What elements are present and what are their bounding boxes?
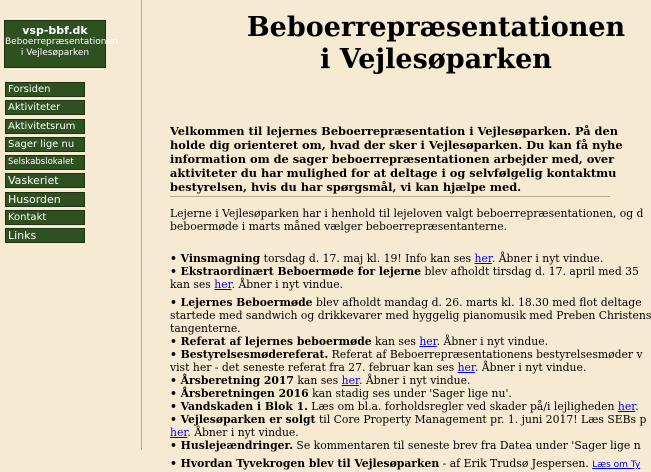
nav-selskabslokalet[interactable]: Selskabslokalet (5, 155, 85, 170)
nav-vaskeriet[interactable]: Vaskeriet (5, 173, 85, 188)
main-content (170, 0, 651, 470)
intro-line: holde dig orienteret om, hvad der sker i Vejlesøparken. Du kan få nyhe (170, 138, 623, 152)
logo-line2: i Vejlesøparken (20, 48, 90, 58)
news-item-bestyrelsesmoede: • Bestyrelsesmødereferat. Referat af Beboerrepræsentationens bestyrelsesmøder v vist her - det seneste referat fra 27. februar kan ses her. Åbner i nyt vindue. (170, 348, 643, 374)
content-divider (170, 196, 610, 197)
news-item-solgt: • Vejlesøparken er solgt til Core Property Management pr. 1. juni 2017! Læs SEBs p her. Åbner i nyt vindue. (170, 413, 647, 439)
title-line2: i Vejlesøparken (320, 44, 552, 75)
info-line: beboermøde i marts måned vælger beboerrepræsentanterne. (170, 220, 508, 233)
news-link[interactable]: her (214, 278, 232, 291)
sidebar-divider (141, 0, 142, 450)
nav-forsiden[interactable]: Forsiden (5, 82, 85, 97)
intro-line: information om de sager beboerrepræsentationen arbejder med, over (170, 152, 615, 166)
title-line1: Beboerrepræsentationen (246, 12, 626, 43)
news-list (170, 252, 651, 472)
news-item-ekstraordinaert: • Ekstraordinært Beboermøde for lejerne blev afholdt tirsdag d. 17. april med 35 kan ses her. Åbner i nyt vindue. (170, 265, 639, 291)
news-item-tyvekrogen: • Hvordan Tyvekrogen blev til Vejlesøparken - af Erik Trudsø Jespersen. Læs om Ty (170, 457, 641, 470)
nav-sager-lige-nu[interactable]: Sager lige nu (5, 137, 85, 152)
nav-aktiviteter[interactable]: Aktiviteter (5, 100, 85, 115)
logo-line1: Beboerrepræsentationen (5, 37, 118, 47)
news-link[interactable]: Læs om Ty (592, 460, 641, 470)
news-link[interactable]: her (457, 361, 475, 374)
news-item-vinsmagning: • Vinsmagning torsdag d. 17. maj kl. 19! Info kan ses her. Åbner i nyt vindue. (170, 252, 604, 265)
nav-kontakt[interactable]: Kontakt (5, 210, 85, 225)
info-text (170, 207, 644, 233)
logo-site: vsp-bbf.dk (22, 24, 88, 37)
page-title (236, 12, 636, 76)
info-line: Lejerne i Vejlesøparken har i henhold til lejeloven valgt beboerrepræsentationen, og d (170, 207, 644, 220)
news-item-huslejeaendringer: • Huslejeændringer. Se kommentaren til seneste brev fra Datea under 'Sager lige n (170, 439, 641, 452)
news-item-aarsberetning-2017: • Årsberetning 2017 kan ses her. Åbner i nyt vindue. (170, 374, 471, 387)
news-link[interactable]: her (341, 374, 359, 387)
news-link[interactable]: her (170, 426, 188, 439)
site-logo[interactable] (4, 20, 118, 68)
news-link[interactable]: her (617, 400, 636, 413)
nav-links[interactable]: Links (5, 228, 85, 243)
intro-line: bestyrelsen, hvis du har spørgsmål, vi kan hjælpe med. (170, 180, 522, 194)
intro-line: Velkommen til lejernes Beboerrepræsentation i Vejlesøparken. På den (170, 124, 619, 138)
intro-line: aktiviteter du har mulighed for at deltage i og selvfølgelig kontaktmu (170, 166, 617, 180)
news-link[interactable]: her (419, 335, 437, 348)
news-item-vandskaden: • Vandskaden i Blok 1. Læs om bl.a. forholdsregler ved skader på/i lejligheden her. (170, 400, 639, 413)
nav-aktivitetsrum[interactable]: Aktivitetsrum (5, 119, 85, 134)
nav-husorden[interactable]: Husorden (5, 192, 85, 207)
main-nav (5, 82, 85, 247)
intro-text (170, 124, 623, 194)
news-item-beboermoede: • Lejernes Beboermøde blev afholdt mandag d. 26. marts kl. 18.30 med flot deltage startede med sandwich og drikkevarer med hyggelig pianomusik med Preben Christens tangenterne. (170, 296, 651, 335)
news-item-referat: • Referat af lejernes beboermøde kan ses her. Åbner i nyt vindue. (170, 335, 549, 348)
sidebar (0, 0, 141, 450)
news-item-aarsberetning-2016: • Årsberetningen 2016 kan stadig ses under 'Sager lige nu'. (170, 387, 512, 400)
news-link[interactable]: her (474, 252, 492, 265)
